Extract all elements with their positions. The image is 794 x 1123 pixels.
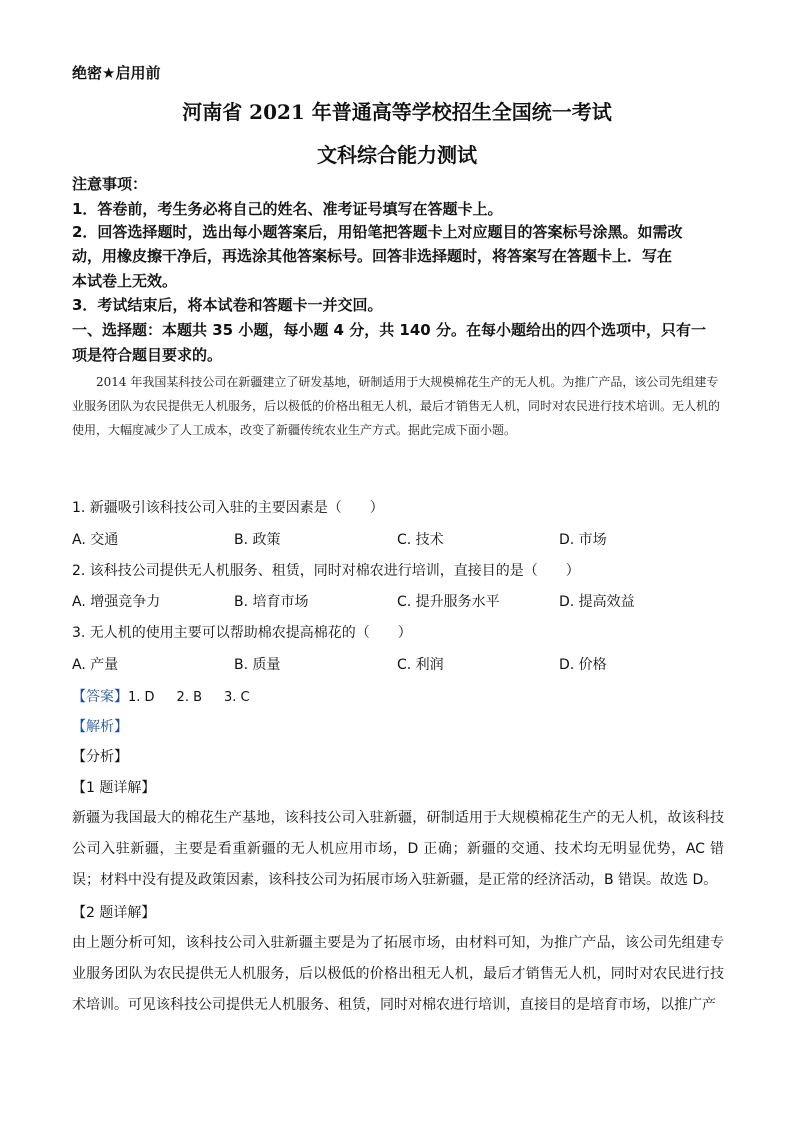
analysis-label: 【解析】	[72, 719, 128, 735]
detail-1-heading: 【1 题详解】	[72, 780, 156, 796]
question-2-option-b[interactable]: B. 培育市场	[234, 594, 309, 610]
detail-2-heading: 【2 题详解】	[72, 905, 156, 921]
question-3-option-b[interactable]: B. 质量	[234, 657, 281, 673]
answer-item: 3. C	[224, 690, 250, 705]
answer-line	[72, 686, 250, 706]
detail-1-text: 新疆为我国最大的棉花生产基地，该科技公司入驻新疆，研制适用于大规模棉花生产的无人机，故该科技公司入驻新疆，主要是看重新疆的无人机应用市场，D 正确；新疆的交通、技术均无明显优势，AC 错误；材料中没有提及政策因素，该科技公司为拓展市场入驻新疆，是正常的经济活动，B 错误。故选 D。	[72, 810, 724, 888]
section-heading: 一、选择题：本题共 35 小题，每小题 4 分，共 140 分。在每小题给出的四个选项中，只有一	[72, 321, 706, 339]
notes-line: 3．考试结束后，将本试卷和答题卡一并交回。	[72, 296, 383, 314]
question-3-option-c[interactable]: C. 利润	[397, 657, 444, 673]
exam-title: 河南省 2021 年普通高等学校招生全国统一考试	[182, 100, 612, 124]
question-2-option-d[interactable]: D. 提高效益	[559, 594, 635, 610]
answer-item: 1. D	[128, 690, 155, 705]
question-3-stem: 3. 无人机的使用主要可以帮助棉农提高棉花的（ ）	[72, 625, 412, 641]
question-1-option-a[interactable]: A. 交通	[72, 532, 119, 548]
question-3-option-a[interactable]: A. 产量	[72, 657, 119, 673]
answer-label: 【答案】	[72, 689, 128, 705]
answer-item: 2. B	[176, 690, 203, 705]
question-2-option-c[interactable]: C. 提升服务水平	[397, 594, 500, 610]
notes-heading: 注意事项：	[72, 175, 148, 193]
exam-subtitle: 文科综合能力测试	[317, 143, 477, 167]
question-2-option-a[interactable]: A. 增强竞争力	[72, 594, 161, 610]
detail-2-text: 由上题分析可知，该科技公司入驻新疆主要是为了拓展市场，由材料可知，为推广产品，该公司先组建专业服务团队为农民提供无人机服务，后以极低的价格出租无人机，最后才销售无人机，同时对农民进行技术培训。可见该科技公司提供无人机服务、租赁，同时对棉农进行培训，直接目的是培育市场，以推广产	[72, 935, 724, 1013]
notes-line: 动，用橡皮擦干净后，再选涂其他答案标号。回答非选择题时，将答案写在答题卡上．写在	[72, 247, 673, 265]
notes-line: 2．回答选择题时，选出每小题答案后，用铅笔把答题卡上对应题目的答案标号涂黑。如需改	[72, 223, 683, 241]
question-2-stem: 2. 该科技公司提供无人机服务、租赁，同时对棉农进行培训，直接目的是（ ）	[72, 563, 580, 579]
question-1-option-d[interactable]: D. 市场	[559, 532, 607, 548]
section-heading-cont: 项是符合题目要求的。	[72, 346, 223, 364]
question-1-stem: 1. 新疆吸引该科技公司入驻的主要因素是（ ）	[72, 500, 384, 516]
notes-line: 本试卷上无效。	[72, 272, 178, 290]
question-1-option-b[interactable]: B. 政策	[234, 532, 281, 548]
question-3-option-d[interactable]: D. 价格	[559, 657, 607, 673]
question-1-option-c[interactable]: C. 技术	[397, 532, 444, 548]
notes-line: 1．答卷前，考生务必将自己的姓名、准考证号填写在答题卡上。	[72, 200, 503, 218]
material-paragraph: 2014 年我国某科技公司在新疆建立了研发基地，研制适用于大规模棉花生产的无人机。为推广产品，该公司先组建专业服务团队为农民提供无人机服务，后以极低的价格出租无人机，最后才销售无人机，同时对农民进行技术培训。无人机的使用，大幅度减少了人工成本，改变了新疆传统农业生产方式。据此完成下面小题。	[72, 375, 721, 437]
fenxi-label: 【分析】	[72, 749, 128, 765]
secret-label: 绝密★启用前	[72, 64, 161, 82]
